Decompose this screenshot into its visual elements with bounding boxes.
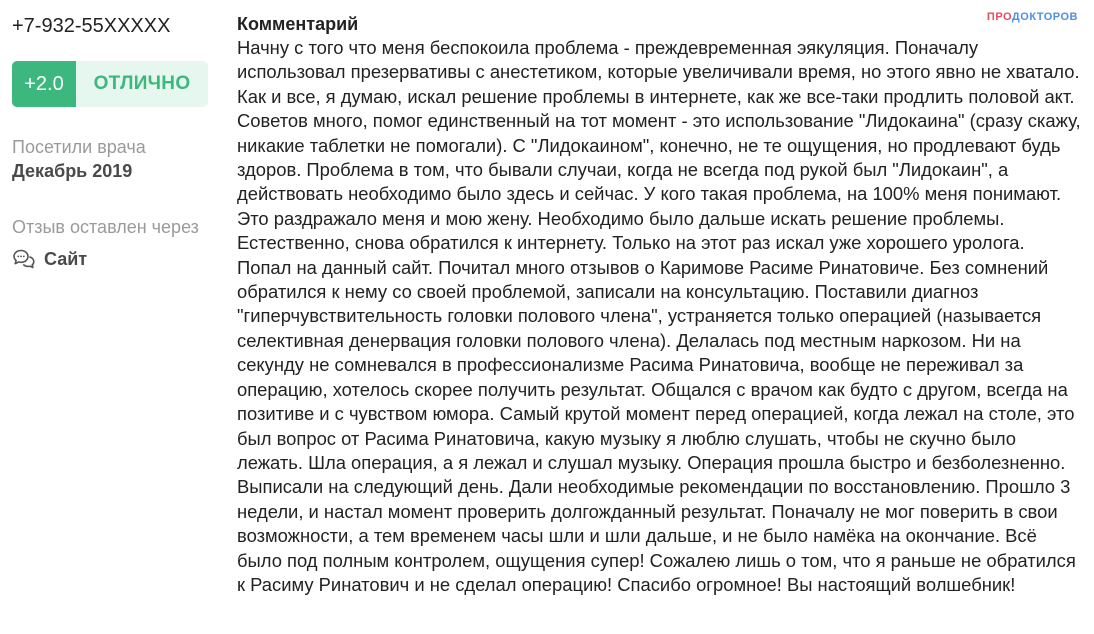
review-content [237,12,1082,597]
brand-part-2: ДОКТОРОВ [1011,11,1078,23]
source-value: Сайт [44,249,88,269]
comment-title: Комментарий [237,14,359,34]
source-label: Отзыв оставлен через [12,217,199,237]
prodoktorov-watermark [987,11,1078,23]
source-row [12,247,212,271]
comment-text: Начну с того что меня беспокоила проблема - преждевременная эякуляция. Поначалу использовал презервативы с анестетиком, которые увеличивали время, но этого явно не хватало. Как и все, я думаю, искал решение проблемы в интернете, как же все-таки продлить половой акт. Советов много, помог единственный на тот момент - это использование "Лидокаина" (сразу скажу, никакие таблетки не помогали). С "Лидокаином", конечно, не те ощущения, но продлевают будь здоров. Проблема в том, что бывали случаи, когда не всегда под рукой был "Лидокаин", а действовать необходимо было здесь и сейчас. У кого такая проблема, на 100% меня понимают. Это раздражало меня и мою жену. Необходимо было дальше искать решение проблемы. Естественно, снова обратился к интернету. Только на этот раз искал уже хорошего уролога. Попал на данный сайт. Почитал много отзывов о Каримове Расиме Ринатовиче. Без сомнений обратился к нему со своей проблемой, записали на консультацию. Поставили диагноз "гиперчувствительность головки полового члена", устраняется только операцией (называется селективная денервация головки полового члена). Делалась под местным наркозом. Ни на секунду не сомневался в профессионализме Расима Ринатовича, вообще не переживал за операцию, хотелось скорее получить результат. Общался с врачом как будто с другом, всегда на позитиве и с чувством юмора. Самый крутой момент перед операцией, когда лежал на столе, это был вопрос от Расима Ринатовича, какую музыку я люблю слушать, чтобы не скучно было лежать. Шла операция, а я лежал и слушал музыку. Операция прошла быстро и безболезненно. Выписали на следующий день. Дали необходимые рекомендации по восстановлению. Прошло 3 недели, и настал момент проверить долгожданный результат. Поначалу не мог поверить в свои возможности, а тем временем часы шли и шли дальше, и не было намёка на окончание. Всё было под полным контролем, ощущения супер! Сожалею лишь о том, что я раньше не обратился к Расиму Ринатович и не сделал операцию! Спасибо огромное! Вы настоящий волшебник! [237,37,1081,595]
visit-info [12,135,212,183]
visit-label: Посетили врача [12,137,146,157]
source-info [12,215,212,271]
brand-part-1: ПРО [986,11,1012,23]
chat-bubbles-icon [12,248,36,270]
review-sidebar [12,12,212,271]
visit-date: Декабрь 2019 [12,161,133,181]
rating-badge [12,61,208,107]
rating-score: +2.0 [12,61,76,107]
author-phone: +7-932-55XXXXX [12,15,171,37]
rating-label: ОТЛИЧНО [93,73,191,94]
